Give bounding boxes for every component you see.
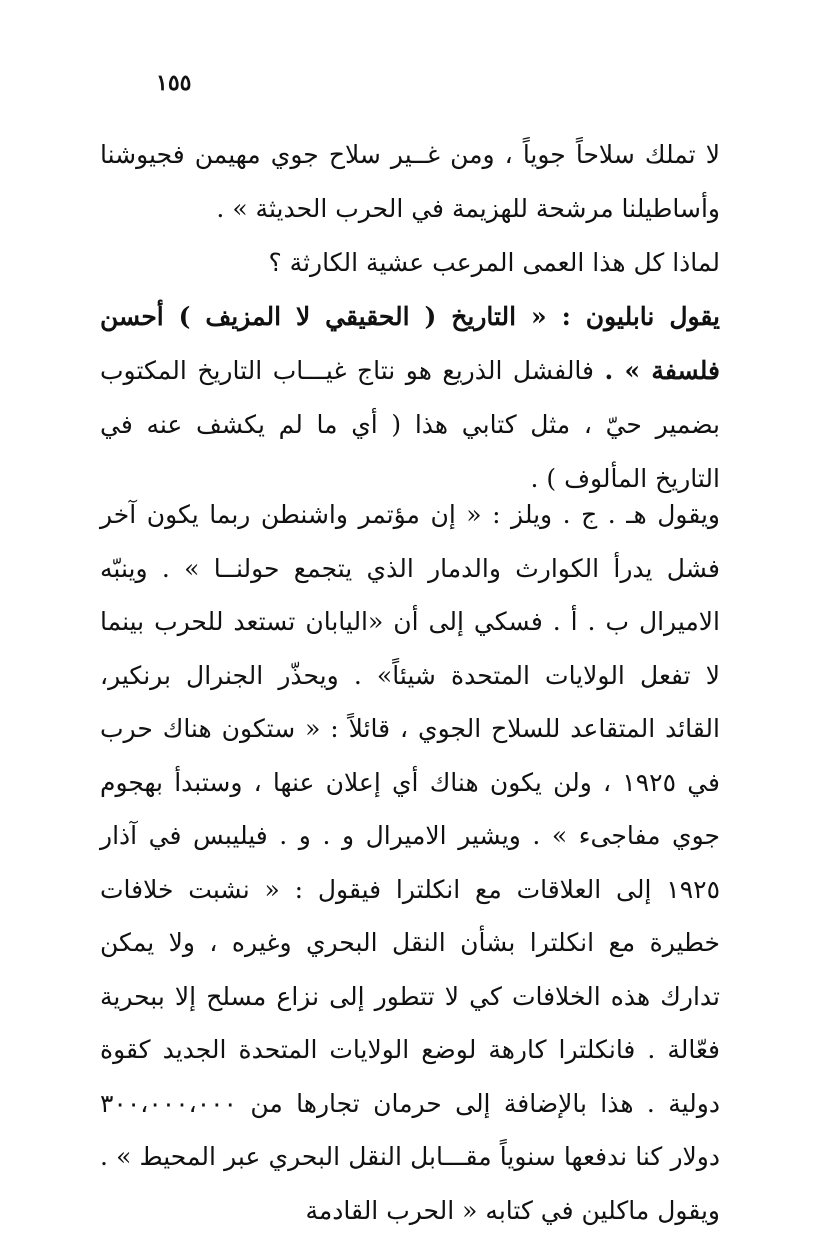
page-number: ١٥٥ (156, 70, 192, 96)
napoleon-quote: يقول نابليون : « التاريخ ( الحقيقي لا المزيف ) أحسن فلسفة » . (100, 302, 720, 385)
paragraph-1 (100, 128, 720, 236)
paragraph-2-text: لماذا كل هذا العمى المرعب عشية الكارثة ؟ (268, 248, 720, 277)
paragraph-4 (100, 488, 720, 1237)
paragraph-3-text: فالفشل الذريع هو نتاج غيـــاب التاريخ المكتوب بضمير حيّ ، مثل كتابي هذا ( أي ما لم يكشف عنه في التاريخ المألوف ) . (100, 356, 720, 493)
paragraph-3 (100, 290, 720, 506)
paragraph-1-text: لا تملك سلاحاً جوياً ، ومن غــير سلاح جوي مهيمن فجيوشنا وأساطيلنا مرشحة للهزيمة في الحرب الحديثة » . (100, 140, 720, 223)
paragraph-2 (100, 236, 720, 290)
paragraph-4-text: ويقول هـ . ج . ويلز : « إن مؤتمر واشنطن ربما يكون آخر فشل يدرأ الكوارث والدمار الذي يتجمع حولنــا » . وينبّه الاميرال ب . أ . فسكي إلى أن «اليابان تستعد للحرب بينما لا تفعل الولايات المتحدة شيئاً» . ويحذّر الجنرال برنكير، القائد المتقاعد للسلاح الجوي ، قائلاً : « ستكون هناك حرب في ١٩٢٥ ، ولن يكون هناك أي إعلان عنها ، وستبدأ بهجوم جوي مفاجىء » . ويشير الاميرال و . و . فيليبس في آذار ١٩٢٥ إلى العلاقات مع انكلترا فيقول : « نشبت خلافات خطيرة مع انكلترا بشأن النقل البحري وغيره ، ولا يمكن تدارك هذه الخلافات كي لا تتطور إلى نزاع مسلح إلا ببحرية فعّالة . فانكلترا كارهة لوضع الولايات المتحدة الجديد كقوة دولية . هذا بالإضافة إلى حرمان تجارها من ٣٠٠،٠٠٠،٠٠٠ دولار كنا ندفعها سنوياً مقـــابل النقل البحري عبر المحيط » . ويقول ماكلين في كتابه « الحرب القادمة (100, 500, 720, 1225)
